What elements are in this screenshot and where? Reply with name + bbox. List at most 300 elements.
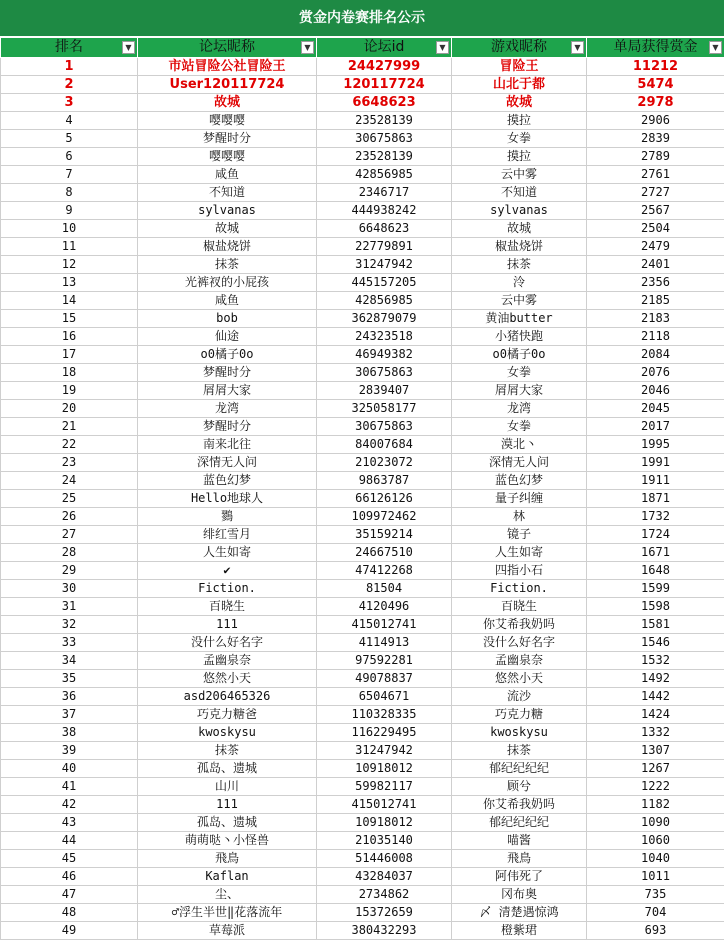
forum-nickname-cell: 嘤嘤嘤: [138, 148, 317, 166]
bounty-cell: 1090: [587, 814, 724, 832]
forum-id-cell: 415012741: [317, 616, 452, 634]
bounty-cell: 1307: [587, 742, 724, 760]
game-nickname-cell: kwoskysu: [452, 724, 587, 742]
table-row: [1, 58, 724, 76]
bounty-cell: 2479: [587, 238, 724, 256]
forum-nickname-cell: Kaflan: [138, 868, 317, 886]
bounty-cell: 2045: [587, 400, 724, 418]
table-row: [1, 454, 724, 472]
forum-id-cell: 21023072: [317, 454, 452, 472]
forum-nickname-cell: 绯红雪月: [138, 526, 317, 544]
table-row: [1, 202, 724, 220]
forum-id-cell: 116229495: [317, 724, 452, 742]
bounty-cell: 2727: [587, 184, 724, 202]
forum-nickname-cell: 故城: [138, 94, 317, 112]
bounty-cell: 2401: [587, 256, 724, 274]
table-row: [1, 580, 724, 598]
forum-id-cell: 23528139: [317, 148, 452, 166]
header-forum-nickname-label: 论坛昵称: [199, 39, 255, 55]
rank-cell: 31: [1, 598, 138, 616]
table-row: [1, 436, 724, 454]
table-row: [1, 166, 724, 184]
game-nickname-cell: 林: [452, 508, 587, 526]
forum-nickname-cell: 不知道: [138, 184, 317, 202]
table-row: [1, 652, 724, 670]
table-row: [1, 886, 724, 904]
bounty-cell: 2978: [587, 94, 724, 112]
bounty-cell: 1648: [587, 562, 724, 580]
forum-nickname-cell: 鷚: [138, 508, 317, 526]
bounty-cell: 1991: [587, 454, 724, 472]
forum-id-cell: 380432293: [317, 922, 452, 940]
bounty-cell: 1011: [587, 868, 724, 886]
bounty-cell: 1060: [587, 832, 724, 850]
table-row: [1, 346, 724, 364]
forum-id-cell: 42856985: [317, 166, 452, 184]
forum-nickname-cell: 梦醒时分: [138, 364, 317, 382]
forum-id-cell: 49078837: [317, 670, 452, 688]
forum-nickname-cell: 萌萌哒丶小怪兽: [138, 832, 317, 850]
bounty-cell: 2046: [587, 382, 724, 400]
rank-cell: 37: [1, 706, 138, 724]
rank-cell: 11: [1, 238, 138, 256]
game-nickname-cell: sylvanas: [452, 202, 587, 220]
forum-nickname-cell: kwoskysu: [138, 724, 317, 742]
bounty-cell: 1182: [587, 796, 724, 814]
forum-nickname-cell: 百晓生: [138, 598, 317, 616]
forum-id-cell: 2346717: [317, 184, 452, 202]
rank-cell: 8: [1, 184, 138, 202]
forum-id-cell: 81504: [317, 580, 452, 598]
rank-cell: 30: [1, 580, 138, 598]
forum-id-cell: 30675863: [317, 418, 452, 436]
forum-nickname-cell: Hello地球人: [138, 490, 317, 508]
forum-id-cell: 6648623: [317, 220, 452, 238]
game-nickname-cell: o0橘子0o: [452, 346, 587, 364]
rank-cell: 16: [1, 328, 138, 346]
table-row: [1, 184, 724, 202]
bounty-cell: 2185: [587, 292, 724, 310]
forum-nickname-cell: 梦醒时分: [138, 130, 317, 148]
header-forum-nickname: [138, 38, 317, 58]
forum-id-cell: 325058177: [317, 400, 452, 418]
table-row: [1, 328, 724, 346]
table-row: [1, 796, 724, 814]
game-nickname-cell: 顾兮: [452, 778, 587, 796]
forum-nickname-cell: ✔: [138, 562, 317, 580]
forum-nickname-cell: 梦醒时分: [138, 418, 317, 436]
forum-id-cell: 46949382: [317, 346, 452, 364]
game-nickname-cell: 孟幽泉奈: [452, 652, 587, 670]
rank-cell: 21: [1, 418, 138, 436]
bounty-cell: 2789: [587, 148, 724, 166]
bounty-cell: 2906: [587, 112, 724, 130]
game-nickname-cell: 屑屑大家: [452, 382, 587, 400]
game-nickname-cell: 抹茶: [452, 256, 587, 274]
bounty-cell: 5474: [587, 76, 724, 94]
forum-id-cell: 31247942: [317, 742, 452, 760]
table-row: [1, 850, 724, 868]
header-rank-label: 排名: [55, 39, 83, 55]
forum-id-cell: 59982117: [317, 778, 452, 796]
forum-nickname-cell: 尘、: [138, 886, 317, 904]
forum-nickname-cell: 深情无人问: [138, 454, 317, 472]
game-nickname-cell: 抹茶: [452, 742, 587, 760]
table-row: [1, 742, 724, 760]
forum-id-cell: 4114913: [317, 634, 452, 652]
game-nickname-cell: 冈布奥: [452, 886, 587, 904]
forum-id-cell: 6504671: [317, 688, 452, 706]
rank-cell: 4: [1, 112, 138, 130]
bounty-cell: 1267: [587, 760, 724, 778]
table-row: [1, 688, 724, 706]
bounty-cell: 1598: [587, 598, 724, 616]
table-row: [1, 274, 724, 292]
rank-cell: 15: [1, 310, 138, 328]
forum-id-cell: 6648623: [317, 94, 452, 112]
rank-cell: 38: [1, 724, 138, 742]
table-row: [1, 904, 724, 922]
ranking-table: [0, 37, 724, 940]
rank-cell: 35: [1, 670, 138, 688]
header-game-nickname-label: 游戏昵称: [491, 39, 547, 55]
game-nickname-cell: 镜子: [452, 526, 587, 544]
rank-cell: 26: [1, 508, 138, 526]
forum-id-cell: 30675863: [317, 364, 452, 382]
game-nickname-cell: 女拳: [452, 418, 587, 436]
rank-cell: 25: [1, 490, 138, 508]
forum-id-cell: 24427999: [317, 58, 452, 76]
game-nickname-cell: 冒险王: [452, 58, 587, 76]
forum-id-cell: 15372659: [317, 904, 452, 922]
bounty-cell: 2839: [587, 130, 724, 148]
forum-nickname-cell: 巧克力糖爸: [138, 706, 317, 724]
bounty-cell: 1492: [587, 670, 724, 688]
rank-cell: 3: [1, 94, 138, 112]
rank-cell: 41: [1, 778, 138, 796]
forum-nickname-cell: 山川: [138, 778, 317, 796]
bounty-cell: 2504: [587, 220, 724, 238]
forum-nickname-cell: 孤岛、遗城: [138, 814, 317, 832]
table-row: [1, 76, 724, 94]
table-row: [1, 472, 724, 490]
forum-id-cell: 35159214: [317, 526, 452, 544]
forum-nickname-cell: 椒盐烧饼: [138, 238, 317, 256]
table-row: [1, 94, 724, 112]
game-nickname-cell: 人生如寄: [452, 544, 587, 562]
forum-nickname-cell: o0橘子0o: [138, 346, 317, 364]
game-nickname-cell: 流沙: [452, 688, 587, 706]
game-nickname-cell: Fiction.: [452, 580, 587, 598]
filter-dropdown-icon[interactable]: ▼: [122, 41, 135, 54]
bounty-cell: 735: [587, 886, 724, 904]
forum-nickname-cell: 咸鱼: [138, 292, 317, 310]
game-nickname-cell: 巧克力糖: [452, 706, 587, 724]
game-nickname-cell: 不知道: [452, 184, 587, 202]
game-nickname-cell: 摸拉: [452, 112, 587, 130]
game-nickname-cell: 百晓生: [452, 598, 587, 616]
game-nickname-cell: 摸拉: [452, 148, 587, 166]
forum-nickname-cell: User120117724: [138, 76, 317, 94]
game-nickname-cell: 你艾希我奶吗: [452, 616, 587, 634]
table-row: [1, 220, 724, 238]
rank-cell: 29: [1, 562, 138, 580]
game-nickname-cell: 云中雾: [452, 292, 587, 310]
table-row: [1, 310, 724, 328]
table-row: [1, 922, 724, 940]
table-row: [1, 490, 724, 508]
game-nickname-cell: 悠然小天: [452, 670, 587, 688]
bounty-cell: 2118: [587, 328, 724, 346]
forum-id-cell: 10918012: [317, 760, 452, 778]
forum-nickname-cell: 抹茶: [138, 256, 317, 274]
header-rank: [1, 38, 138, 58]
table-row: [1, 706, 724, 724]
bounty-cell: 1222: [587, 778, 724, 796]
bounty-cell: 693: [587, 922, 724, 940]
forum-nickname-cell: 人生如寄: [138, 544, 317, 562]
game-nickname-cell: 郁纪纪纪纪: [452, 814, 587, 832]
forum-id-cell: 30675863: [317, 130, 452, 148]
rank-cell: 39: [1, 742, 138, 760]
forum-id-cell: 43284037: [317, 868, 452, 886]
rank-cell: 46: [1, 868, 138, 886]
game-nickname-cell: 郁纪纪纪纪: [452, 760, 587, 778]
forum-nickname-cell: 悠然小天: [138, 670, 317, 688]
bounty-cell: 1332: [587, 724, 724, 742]
rank-cell: 17: [1, 346, 138, 364]
forum-id-cell: 110328335: [317, 706, 452, 724]
rank-cell: 5: [1, 130, 138, 148]
table-row: [1, 544, 724, 562]
game-nickname-cell: 泠: [452, 274, 587, 292]
table-row: [1, 256, 724, 274]
forum-id-cell: 2734862: [317, 886, 452, 904]
rank-cell: 22: [1, 436, 138, 454]
bounty-cell: 1732: [587, 508, 724, 526]
table-row: [1, 598, 724, 616]
table-row: [1, 562, 724, 580]
game-nickname-cell: 女拳: [452, 130, 587, 148]
game-nickname-cell: 蓝色幻梦: [452, 472, 587, 490]
game-nickname-cell: 龙湾: [452, 400, 587, 418]
game-nickname-cell: 飛鳥: [452, 850, 587, 868]
rank-cell: 48: [1, 904, 138, 922]
rank-cell: 32: [1, 616, 138, 634]
forum-id-cell: 120117724: [317, 76, 452, 94]
rank-cell: 40: [1, 760, 138, 778]
filter-dropdown-icon[interactable]: ▼: [571, 41, 584, 54]
forum-nickname-cell: 光裤衩的小屁孩: [138, 274, 317, 292]
game-nickname-cell: 椒盐烧饼: [452, 238, 587, 256]
table-row: [1, 130, 724, 148]
rank-cell: 7: [1, 166, 138, 184]
game-nickname-cell: 量子纠缠: [452, 490, 587, 508]
bounty-cell: 11212: [587, 58, 724, 76]
game-nickname-cell: 故城: [452, 220, 587, 238]
table-row: [1, 526, 724, 544]
game-nickname-cell: 云中雾: [452, 166, 587, 184]
bounty-cell: 704: [587, 904, 724, 922]
bounty-cell: 2017: [587, 418, 724, 436]
forum-nickname-cell: 111: [138, 796, 317, 814]
bounty-cell: 2356: [587, 274, 724, 292]
rank-cell: 20: [1, 400, 138, 418]
rank-cell: 2: [1, 76, 138, 94]
table-row: [1, 634, 724, 652]
rank-cell: 10: [1, 220, 138, 238]
game-nickname-cell: 黄油butter: [452, 310, 587, 328]
rank-cell: 36: [1, 688, 138, 706]
bounty-cell: 1671: [587, 544, 724, 562]
rank-cell: 14: [1, 292, 138, 310]
bounty-cell: 2761: [587, 166, 724, 184]
table-row: [1, 400, 724, 418]
rank-cell: 34: [1, 652, 138, 670]
forum-nickname-cell: 抹茶: [138, 742, 317, 760]
table-row: [1, 814, 724, 832]
forum-nickname-cell: 嘤嘤嘤: [138, 112, 317, 130]
rank-cell: 1: [1, 58, 138, 76]
rank-cell: 42: [1, 796, 138, 814]
game-nickname-cell: 你艾希我奶吗: [452, 796, 587, 814]
bounty-cell: 1871: [587, 490, 724, 508]
filter-dropdown-icon[interactable]: ▼: [709, 41, 722, 54]
forum-nickname-cell: ♂浮生半世‖花落流年: [138, 904, 317, 922]
bounty-cell: 2183: [587, 310, 724, 328]
table-row: [1, 112, 724, 130]
forum-nickname-cell: 没什么好名字: [138, 634, 317, 652]
table-row: [1, 760, 724, 778]
forum-id-cell: 2839407: [317, 382, 452, 400]
forum-nickname-cell: 蓝色幻梦: [138, 472, 317, 490]
bounty-cell: 2084: [587, 346, 724, 364]
game-nickname-cell: 四指小石: [452, 562, 587, 580]
forum-id-cell: 84007684: [317, 436, 452, 454]
forum-nickname-cell: 南来北往: [138, 436, 317, 454]
header-row: [1, 38, 724, 58]
header-forum-id-label: 论坛id: [364, 39, 405, 55]
bounty-cell: 1040: [587, 850, 724, 868]
bounty-cell: 1442: [587, 688, 724, 706]
table-row: [1, 724, 724, 742]
game-nickname-cell: 故城: [452, 94, 587, 112]
forum-id-cell: 10918012: [317, 814, 452, 832]
filter-dropdown-icon[interactable]: ▼: [436, 41, 449, 54]
game-nickname-cell: 橙紫珺: [452, 922, 587, 940]
forum-nickname-cell: 龙湾: [138, 400, 317, 418]
header-game-nickname: [452, 38, 587, 58]
bounty-cell: 1546: [587, 634, 724, 652]
forum-nickname-cell: 草莓派: [138, 922, 317, 940]
rank-cell: 43: [1, 814, 138, 832]
forum-id-cell: 51446008: [317, 850, 452, 868]
rank-cell: 24: [1, 472, 138, 490]
forum-nickname-cell: sylvanas: [138, 202, 317, 220]
forum-id-cell: 97592281: [317, 652, 452, 670]
forum-id-cell: 24323518: [317, 328, 452, 346]
table-row: [1, 364, 724, 382]
game-nickname-cell: 没什么好名字: [452, 634, 587, 652]
header-bounty: [587, 38, 724, 58]
forum-nickname-cell: asd206465326: [138, 688, 317, 706]
game-nickname-cell: 小猪快跑: [452, 328, 587, 346]
forum-id-cell: 23528139: [317, 112, 452, 130]
header-bounty-label: 单局获得赏金: [614, 39, 698, 55]
table-row: [1, 238, 724, 256]
forum-id-cell: 4120496: [317, 598, 452, 616]
game-nickname-cell: 阿伟死了: [452, 868, 587, 886]
forum-id-cell: 42856985: [317, 292, 452, 310]
forum-id-cell: 21035140: [317, 832, 452, 850]
bounty-cell: 1911: [587, 472, 724, 490]
rank-cell: 6: [1, 148, 138, 166]
bounty-cell: 1599: [587, 580, 724, 598]
rank-cell: 45: [1, 850, 138, 868]
forum-nickname-cell: 屑屑大家: [138, 382, 317, 400]
rank-cell: 19: [1, 382, 138, 400]
table-row: [1, 382, 724, 400]
rank-cell: 12: [1, 256, 138, 274]
forum-id-cell: 109972462: [317, 508, 452, 526]
game-nickname-cell: 喵酱: [452, 832, 587, 850]
table-row: [1, 832, 724, 850]
forum-id-cell: 415012741: [317, 796, 452, 814]
forum-id-cell: 22779891: [317, 238, 452, 256]
bounty-cell: 1724: [587, 526, 724, 544]
forum-nickname-cell: bob: [138, 310, 317, 328]
rank-cell: 23: [1, 454, 138, 472]
forum-nickname-cell: 孟幽泉奈: [138, 652, 317, 670]
forum-id-cell: 362879079: [317, 310, 452, 328]
forum-id-cell: 24667510: [317, 544, 452, 562]
bounty-cell: 2076: [587, 364, 724, 382]
table-row: [1, 148, 724, 166]
rank-cell: 9: [1, 202, 138, 220]
game-nickname-cell: 深情无人问: [452, 454, 587, 472]
sheet-title: 赏金内卷赛排名公示: [0, 0, 724, 37]
forum-id-cell: 444938242: [317, 202, 452, 220]
rank-cell: 33: [1, 634, 138, 652]
game-nickname-cell: 〆 清楚遇惊鸿: [452, 904, 587, 922]
rank-cell: 18: [1, 364, 138, 382]
bounty-cell: 1532: [587, 652, 724, 670]
forum-id-cell: 66126126: [317, 490, 452, 508]
forum-id-cell: 47412268: [317, 562, 452, 580]
filter-dropdown-icon[interactable]: ▼: [301, 41, 314, 54]
header-forum-id: [317, 38, 452, 58]
table-row: [1, 778, 724, 796]
game-nickname-cell: 山北于都: [452, 76, 587, 94]
forum-nickname-cell: 111: [138, 616, 317, 634]
forum-nickname-cell: 飛鳥: [138, 850, 317, 868]
forum-id-cell: 31247942: [317, 256, 452, 274]
bounty-cell: 1995: [587, 436, 724, 454]
forum-id-cell: 445157205: [317, 274, 452, 292]
table-row: [1, 868, 724, 886]
forum-nickname-cell: 孤岛、遗城: [138, 760, 317, 778]
forum-nickname-cell: 故城: [138, 220, 317, 238]
rank-cell: 44: [1, 832, 138, 850]
rank-cell: 13: [1, 274, 138, 292]
rank-cell: 47: [1, 886, 138, 904]
forum-nickname-cell: 市站冒险公社冒险王: [138, 58, 317, 76]
bounty-cell: 1581: [587, 616, 724, 634]
rank-cell: 27: [1, 526, 138, 544]
forum-nickname-cell: Fiction.: [138, 580, 317, 598]
rank-cell: 49: [1, 922, 138, 940]
rank-cell: 28: [1, 544, 138, 562]
